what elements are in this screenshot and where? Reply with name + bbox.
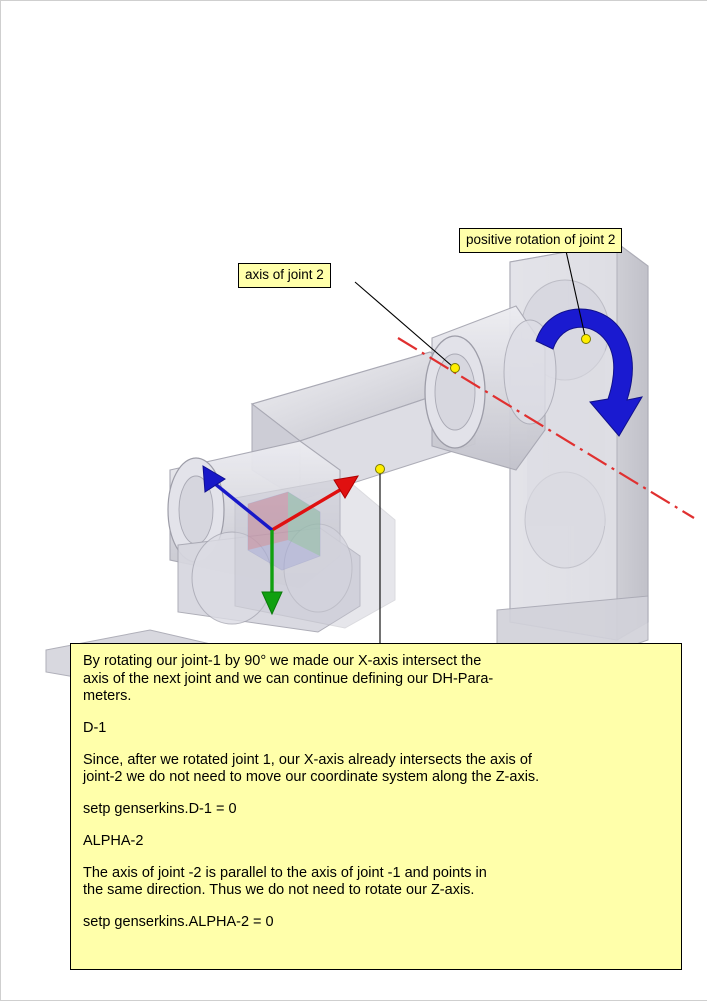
origin-marker-dot [376,465,385,474]
callout-axis-of-joint-2 [238,263,331,288]
note-line-3: meters. [83,688,132,705]
callout-axis-of-joint-2-label: axis of joint 2 [245,267,324,282]
note-line-4: Since, after we rotated joint 1, our X-axis already intersects the axis of [83,751,532,768]
note-command-d1: setp genserkins.D-1 = 0 [83,801,237,818]
note-command-alpha2: setp genserkins.ALPHA-2 = 0 [83,913,274,930]
explanation-note-box [70,643,682,970]
note-heading-alpha2: ALPHA-2 [83,832,144,849]
note-paragraph-intro [83,653,669,706]
note-heading-d1: D-1 [83,720,107,737]
callout-positive-rotation-label: positive rotation of joint 2 [466,232,616,247]
note-line-1: By rotating our joint-1 by 90° we made our X-axis intersect the [83,653,482,669]
note-line-7: the same direction. Thus we do not need to rotate our Z-axis. [83,882,475,899]
callout-positive-rotation-of-joint-2 [459,228,622,253]
note-line-5: joint-2 we do not need to move our coordinate system along the Z-axis. [83,769,540,786]
axis-marker-dot-joint2 [451,364,460,373]
note-paragraph-d1 [83,752,669,787]
note-paragraph-alpha2 [83,865,669,900]
note-line-2: axis of the next joint and we can continue defining our DH-Para- [83,670,494,687]
rotation-marker-dot [582,335,591,344]
note-line-6: The axis of joint -2 is parallel to the axis of joint -1 and points in [83,864,487,881]
